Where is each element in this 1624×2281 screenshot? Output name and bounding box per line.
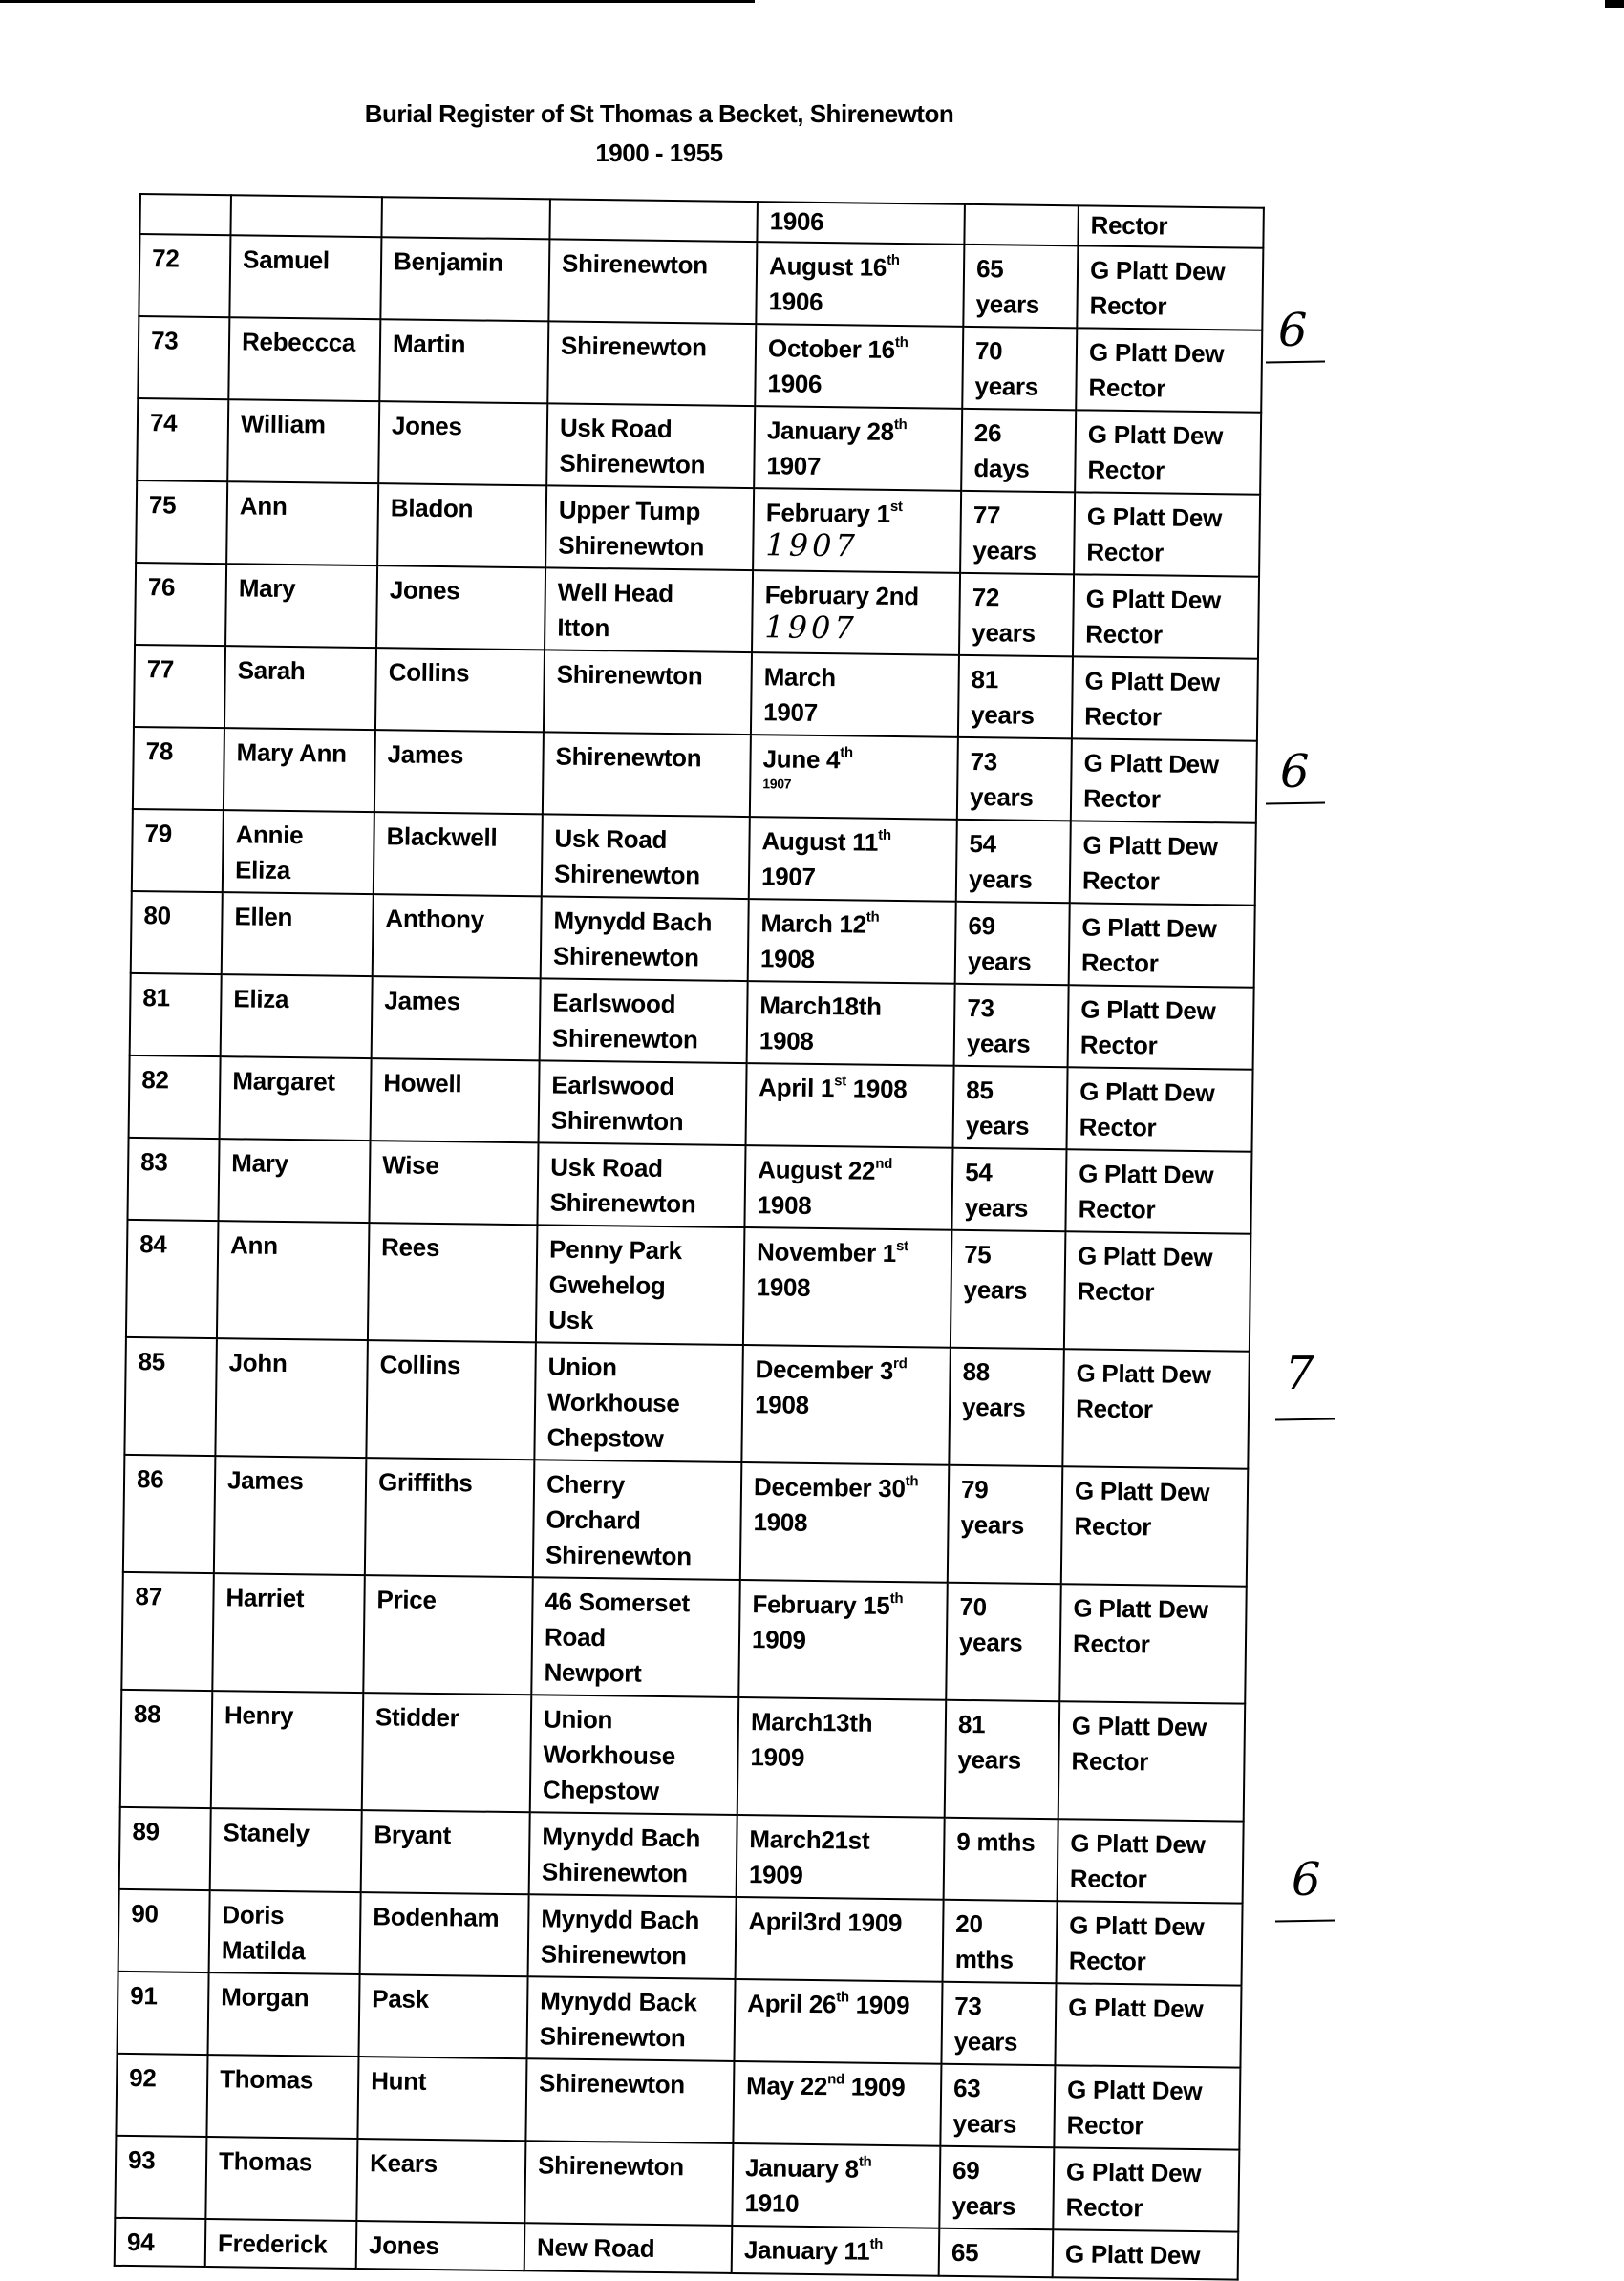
- date-year: 1908: [759, 944, 815, 973]
- cell-forename: Stanely: [210, 1808, 362, 1892]
- cell-surname: [381, 197, 550, 239]
- date-text: March13th: [750, 1707, 873, 1737]
- date-text: March21st: [749, 1824, 870, 1855]
- date-text: April3rd 1909: [748, 1907, 903, 1938]
- cell-age: 79 years: [948, 1465, 1063, 1584]
- cell-abode: Penny Park Gwehelog Usk: [536, 1225, 745, 1345]
- cell-date: [738, 1580, 948, 1700]
- register-row: [132, 809, 1256, 906]
- cell-forename: Doris Matilda: [209, 1890, 361, 1974]
- date-text: March: [763, 662, 836, 693]
- cell-officiant: G Platt Dew Rector: [1062, 1349, 1250, 1468]
- register-row: [124, 1337, 1249, 1469]
- date-text: January 28: [766, 416, 894, 446]
- cell-surname: Griffiths: [365, 1458, 535, 1577]
- cell-date: [743, 1227, 952, 1348]
- date-ordinal-suffix: nd: [875, 1156, 893, 1173]
- date-ordinal-suffix: th: [840, 744, 853, 761]
- date-year: 1908: [759, 1026, 814, 1055]
- cell-surname: Bladon: [377, 483, 546, 567]
- date-year: 1909: [751, 1625, 806, 1654]
- register-row: [118, 1889, 1243, 1986]
- date-ordinal-suffix: th: [836, 1989, 849, 2006]
- date-ordinal-suffix: th: [865, 908, 880, 927]
- register-row: [129, 1055, 1253, 1152]
- cell-date: [755, 324, 963, 409]
- cell-entry-number: 78: [133, 727, 224, 810]
- cell-forename: Eliza: [221, 974, 373, 1058]
- margin-underline: [1275, 1418, 1335, 1420]
- cell-officiant: G Platt Dew Rector: [1068, 985, 1254, 1069]
- margin-page-count-note: 6: [1278, 304, 1308, 357]
- cell-officiant: G Platt Dew Rector: [1053, 2147, 1239, 2231]
- cell-surname: Price: [363, 1575, 533, 1695]
- cell-date: [741, 1345, 951, 1465]
- cell-entry-number: 86: [123, 1455, 216, 1573]
- cell-officiant: G Platt Dew Rector: [1066, 1067, 1252, 1151]
- cell-surname: Wise: [369, 1140, 538, 1225]
- cell-entry-number: 89: [119, 1807, 211, 1890]
- date-year-handwritten: 1907: [764, 608, 859, 647]
- cell-surname: Collins: [375, 648, 545, 732]
- cell-entry-number: 91: [118, 1972, 209, 2055]
- cell-age: 75 years: [951, 1230, 1066, 1349]
- register-row: [127, 1138, 1251, 1234]
- register-row: [126, 1220, 1250, 1352]
- cell-forename: Annie Eliza: [223, 810, 374, 894]
- cell-date: [754, 406, 962, 491]
- cell-abode: Shirenewton: [544, 650, 752, 735]
- date-year: 1909: [748, 1860, 803, 1889]
- date-year: 1907: [763, 697, 819, 727]
- cell-age: 20 mths: [943, 1900, 1058, 1983]
- cell-entry-number: 79: [132, 809, 224, 892]
- cell-abode: [549, 199, 758, 242]
- date-year: 1908: [754, 1390, 809, 1419]
- cell-officiant: G Platt Dew: [1055, 1983, 1241, 2067]
- register-row: [131, 891, 1255, 988]
- margin-page-count-note: 7: [1285, 1347, 1314, 1400]
- margin-page-count-note: 6: [1292, 1853, 1321, 1907]
- date-text: August 22: [758, 1155, 876, 1185]
- cell-entry-number: 93: [115, 2136, 206, 2219]
- date-year: 1910: [744, 2188, 800, 2218]
- cell-date: [737, 1815, 945, 1900]
- cell-date: [746, 1063, 954, 1148]
- cell-officiant: G Platt Dew Rector: [1075, 410, 1261, 494]
- date-year: 1906: [767, 369, 823, 398]
- cell-age: 65 years: [963, 245, 1078, 328]
- cell-surname: Bodenham: [360, 1892, 529, 1976]
- cell-date: [734, 1979, 942, 2064]
- cell-surname: Howell: [371, 1058, 540, 1142]
- cell-forename: Harriet: [212, 1573, 365, 1693]
- cell-surname: Jones: [378, 401, 547, 485]
- date-year: 1906: [768, 287, 823, 316]
- date-text: October 16: [767, 333, 896, 364]
- date-year: 1908: [756, 1272, 811, 1302]
- cell-abode: New Road: [524, 2223, 733, 2273]
- cell-forename: Ellen: [222, 892, 374, 976]
- cell-officiant: G Platt Dew: [1053, 2229, 1239, 2279]
- cell-abode: Usk Road Shirenewton: [537, 1142, 745, 1227]
- date-text: May 22: [745, 2071, 828, 2101]
- cell-date: [748, 899, 956, 984]
- cell-surname: Jones: [376, 565, 545, 650]
- document-title: Burial Register of St Thomas a Becket, Shirenewton: [364, 99, 954, 128]
- document-date-range: 1900 - 1955: [595, 139, 723, 167]
- margin-underline: [1266, 801, 1325, 804]
- cell-entry-number: 82: [129, 1055, 221, 1139]
- cell-surname: Jones: [356, 2221, 525, 2270]
- cell-abode: Union Workhouse Chepstow: [530, 1695, 739, 1815]
- date-ordinal-suffix: st: [834, 1073, 847, 1090]
- date-year-handwritten: 1907: [765, 526, 860, 565]
- cell-date: [733, 2061, 941, 2146]
- cell-abode: Shirenewton: [524, 2141, 733, 2226]
- cell-entry-number: 81: [130, 973, 222, 1056]
- scan-edge-right: [1605, 0, 1624, 8]
- cell-age: [964, 204, 1079, 245]
- cell-surname: Bryant: [361, 1810, 530, 1894]
- cell-surname: Kears: [356, 2139, 525, 2223]
- cell-abode: Mynydd Bach Shirenewton: [529, 1812, 737, 1897]
- cell-date: [736, 1897, 944, 1982]
- cell-age: 69 years: [939, 2146, 1054, 2229]
- register-row: [119, 1807, 1244, 1904]
- cell-abode: 46 Somerset Road Newport: [531, 1577, 740, 1697]
- cell-date: [751, 652, 959, 737]
- cell-date: [750, 735, 958, 820]
- cell-age: 70 years: [946, 1583, 1061, 1701]
- date-year-inline: 1908: [845, 1074, 908, 1104]
- cell-age: 9 mths: [944, 1818, 1058, 1901]
- register-row: [137, 398, 1261, 495]
- cell-officiant: G Platt Dew Rector: [1058, 1819, 1244, 1903]
- cell-entry-number: 75: [136, 480, 227, 564]
- date-ordinal-suffix: th: [905, 1473, 919, 1490]
- cell-entry-number: 84: [126, 1220, 219, 1338]
- date-text: March18th: [759, 991, 882, 1021]
- cell-age: 77 years: [960, 491, 1075, 574]
- cell-date: [732, 2143, 940, 2228]
- register-row: [115, 2136, 1239, 2232]
- cell-age: 54 years: [951, 1148, 1066, 1231]
- date-ordinal-suffix: nd: [827, 2071, 844, 2088]
- cell-forename: Sarah: [224, 646, 376, 730]
- cell-abode: Usk Road Shirenewton: [546, 403, 755, 488]
- register-row: [138, 316, 1262, 413]
- date-text: January 11: [743, 2235, 870, 2266]
- cell-forename: Mary Ann: [224, 728, 375, 812]
- cell-age: 85 years: [953, 1066, 1068, 1149]
- register-row: [120, 1690, 1245, 1822]
- cell-abode: Mynydd Bach Shirenewton: [541, 896, 749, 981]
- cell-age: 26 days: [961, 409, 1076, 492]
- cell-forename: Samuel: [229, 235, 381, 319]
- cell-surname: Anthony: [373, 894, 542, 978]
- cell-forename: James: [214, 1456, 367, 1575]
- cell-abode: Earlswood Shirenewton: [540, 978, 748, 1063]
- cell-abode: Shirenewton: [547, 321, 756, 406]
- margin-page-count-note: 6: [1280, 745, 1310, 799]
- date-year: 1909: [750, 1742, 805, 1772]
- cell-age: 65: [939, 2228, 1054, 2277]
- cell-no: [139, 194, 231, 235]
- date-ordinal-suffix: th: [894, 334, 908, 352]
- cell-age: 73 years: [941, 1982, 1056, 2065]
- register-row: [123, 1455, 1248, 1587]
- date-year: 1907: [760, 862, 816, 891]
- register-row: [139, 234, 1263, 330]
- cell-age: 73 years: [957, 737, 1072, 821]
- cell-surname: Blackwell: [374, 812, 543, 896]
- cell-surname: Rees: [368, 1223, 538, 1342]
- cell-entry-number: 74: [137, 398, 228, 481]
- register-row: [134, 645, 1258, 741]
- cell-forename: Ann: [217, 1221, 370, 1340]
- cell-date: [753, 488, 961, 573]
- cell-forename: [230, 195, 382, 237]
- cell-forename: John: [215, 1338, 368, 1458]
- register-row: [136, 480, 1260, 577]
- cell-abode: Usk Road Shirenewton: [542, 814, 750, 899]
- cell-officiant: G Platt Dew Rector: [1074, 492, 1260, 576]
- cell-officiant: G Platt Dew Rector: [1070, 821, 1256, 905]
- register-row: [121, 1572, 1246, 1704]
- cell-forename: Thomas: [206, 2055, 358, 2139]
- cell-age: 81 years: [958, 655, 1073, 738]
- date-text: April 1: [759, 1073, 835, 1103]
- cell-age: 88 years: [949, 1348, 1064, 1466]
- cell-officiant: G Platt Dew Rector: [1054, 2065, 1240, 2149]
- cell-officiant: G Platt Dew Rector: [1069, 903, 1255, 987]
- margin-underline: [1266, 360, 1325, 363]
- cell-officiant: G Platt Dew Rector: [1072, 656, 1258, 740]
- cell-entry-number: 87: [121, 1572, 214, 1691]
- cell-entry-number: 83: [127, 1138, 219, 1221]
- cell-forename: Margaret: [220, 1056, 372, 1140]
- cell-forename: William: [227, 399, 379, 483]
- date-text: April 26: [747, 1989, 837, 2019]
- cell-surname: Stidder: [362, 1693, 532, 1812]
- cell-officiant: G Platt Dew Rector: [1059, 1584, 1247, 1703]
- cell-abode: Union Workhouse Chepstow: [534, 1342, 743, 1462]
- cell-date: [756, 242, 964, 327]
- cell-date: [740, 1462, 950, 1583]
- cell-forename: Henry: [211, 1691, 364, 1810]
- cell-age: 81 years: [945, 1700, 1060, 1819]
- date-text: August 11: [761, 826, 879, 857]
- cell-age: 69 years: [955, 902, 1070, 985]
- cell-date: 1906: [757, 202, 965, 245]
- cell-entry-number: 90: [118, 1889, 210, 1972]
- cell-abode: Cherry Orchard Shirenewton: [533, 1460, 742, 1580]
- cell-age: 54 years: [956, 820, 1071, 903]
- date-ordinal-suffix: th: [889, 1590, 904, 1608]
- date-year: 1908: [753, 1507, 808, 1537]
- cell-entry-number: 76: [135, 563, 226, 646]
- margin-underline: [1275, 1919, 1335, 1922]
- burial-register-table: [114, 193, 1265, 2281]
- cell-forename: Ann: [226, 481, 378, 565]
- date-year: 1907: [766, 451, 822, 480]
- cell-entry-number: 92: [116, 2054, 207, 2137]
- cell-officiant: G Platt Dew Rector: [1071, 738, 1257, 822]
- cell-officiant: G Platt Dew Rector: [1058, 1701, 1246, 1821]
- cell-abode: Earlswood Shirenwton: [539, 1060, 747, 1145]
- cell-entry-number: 73: [138, 316, 229, 399]
- cell-officiant: G Platt Dew Rector: [1077, 245, 1263, 330]
- cell-abode: Shirenewton: [543, 732, 751, 817]
- cell-abode: Mynydd Back Shirenewton: [526, 1976, 735, 2061]
- cell-age: 70 years: [962, 327, 1077, 410]
- date-text: February 1: [765, 498, 890, 528]
- cell-entry-number: 88: [120, 1690, 213, 1808]
- cell-surname: Martin: [379, 319, 548, 403]
- cell-surname: James: [374, 730, 544, 814]
- cell-officiant: G Platt Dew Rector: [1064, 1231, 1251, 1351]
- cell-forename: Rebeccca: [228, 317, 380, 401]
- register-row: [133, 727, 1257, 823]
- date-ordinal-suffix: st: [895, 1238, 908, 1255]
- cell-surname: Benjamin: [380, 237, 549, 321]
- cell-entry-number: 77: [134, 645, 225, 728]
- cell-age: 73 years: [954, 984, 1069, 1067]
- date-ordinal-suffix: th: [869, 2236, 884, 2253]
- date-year-small: 1907: [762, 776, 792, 792]
- register-row: [118, 1972, 1242, 2068]
- cell-forename: Mary: [218, 1139, 370, 1223]
- cell-officiant: Rector: [1078, 205, 1264, 247]
- cell-officiant: G Platt Dew Rector: [1061, 1466, 1249, 1586]
- date-year: 1908: [757, 1190, 812, 1220]
- cell-forename: Thomas: [205, 2137, 357, 2221]
- cell-entry-number: 72: [139, 234, 230, 317]
- cell-forename: Morgan: [208, 1972, 360, 2057]
- date-text: February 15: [752, 1589, 890, 1620]
- date-ordinal-suffix: th: [858, 2153, 872, 2171]
- cell-date: [752, 570, 960, 655]
- cell-officiant: G Platt Dew Rector: [1065, 1149, 1251, 1233]
- date-ordinal-suffix: th: [887, 252, 900, 269]
- cell-forename: Mary: [225, 564, 377, 648]
- register-row: [116, 2054, 1240, 2150]
- date-ordinal-suffix: rd: [892, 1355, 908, 1373]
- cell-date: [749, 817, 957, 902]
- date-ordinal-suffix: th: [893, 416, 908, 434]
- cell-surname: Pask: [359, 1974, 528, 2058]
- date-year-inline: 1909: [844, 2072, 906, 2102]
- cell-abode: Shirenewton: [548, 239, 757, 324]
- date-text: June 4: [762, 744, 841, 775]
- register-row: [135, 563, 1259, 659]
- cell-entry-number: 85: [124, 1337, 217, 1456]
- cell-forename: Frederick: [205, 2219, 357, 2269]
- cell-date: [737, 1697, 947, 1818]
- cell-abode: Upper Tump Shirenewton: [545, 485, 754, 570]
- cell-date: [747, 981, 955, 1066]
- cell-surname: James: [372, 976, 541, 1060]
- cell-officiant: G Platt Dew Rector: [1073, 574, 1259, 658]
- date-ordinal-suffix: th: [878, 827, 891, 844]
- cell-officiant: G Platt Dew Rector: [1076, 328, 1262, 412]
- date-ordinal-suffix: st: [889, 499, 903, 516]
- date-text: August 16: [768, 251, 887, 282]
- cell-entry-number: 94: [115, 2218, 206, 2267]
- register-row: [130, 973, 1254, 1070]
- date-text: January 8: [744, 2153, 859, 2184]
- date-text: December 3: [755, 1354, 894, 1386]
- cell-abode: Shirenewton: [525, 2058, 734, 2143]
- cell-abode: Well Head Itton: [545, 567, 753, 652]
- cell-age: 63 years: [940, 2064, 1055, 2147]
- cell-surname: Collins: [366, 1340, 536, 1460]
- scan-edge-top: [0, 0, 755, 3]
- cell-date: [744, 1145, 952, 1230]
- cell-abode: Mynydd Bach Shirenewton: [528, 1894, 737, 1979]
- date-text: February 2nd: [764, 580, 920, 611]
- cell-surname: Hunt: [357, 2057, 526, 2141]
- date-text: November 1: [756, 1237, 897, 1268]
- date-text: December 30: [753, 1472, 906, 1503]
- cell-age: 72 years: [959, 573, 1074, 656]
- date-year-inline: 1909: [848, 1990, 910, 2020]
- cell-officiant: G Platt Dew Rector: [1057, 1901, 1243, 1985]
- cell-entry-number: 80: [131, 891, 223, 974]
- date-text: March 12: [760, 908, 866, 939]
